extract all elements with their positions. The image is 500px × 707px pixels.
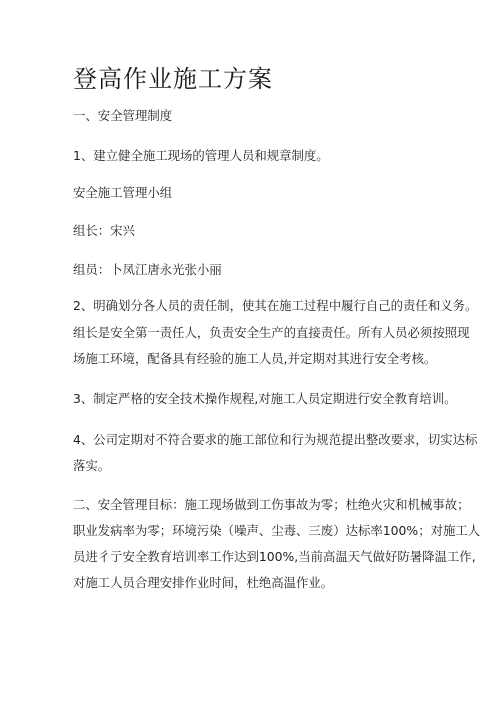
safety-goals-line-2: 职业发病率为零；环境污染（噪声、尘毒、三废）达标率100%；对施工人 <box>73 523 481 538</box>
team-members: 组员：卜凤江唐永光张小丽 <box>73 262 222 277</box>
paragraph-item-4-line-2: 落实。 <box>73 458 111 473</box>
paragraph-item-4-line-1: 4、公司定期对不符合要求的施工部位和行为规范提出整改要求，切实达标 <box>73 432 478 447</box>
safety-goals-line-4: 对施工人员合理安排作业时间，杜绝高温作业。 <box>73 575 334 590</box>
paragraph-item-2-line-1: 2、明确划分各人员的责任制，使其在施工过程中履行自己的责任和义务。 <box>73 298 478 313</box>
document-title: 登高作业施工方案 <box>73 65 273 93</box>
paragraph-item-2-line-3: 场施工环境，配备具有经验的施工人员,并定期对其进行安全考核。 <box>73 351 437 366</box>
paragraph-item-2-line-2: 组长是安全第一责任人，负责安全生产的直接责任。所有人员必须按照现 <box>73 325 470 340</box>
safety-goals-line-3: 员进彳亍安全教育培训率工作达到100%,当前高温天气做好防暑降温工作, <box>73 549 476 564</box>
team-leader: 组长：宋兴 <box>73 223 135 238</box>
section-heading-safety-goals: 二、安全管理目标：施工现场做到工伤事故为零；杜绝火灾和机械事故； <box>73 497 470 512</box>
paragraph-item-3: 3、制定严格的安全技术操作规程,对施工人员定期进行安全教育培训。 <box>73 391 457 406</box>
team-heading: 安全施工管理小组 <box>73 185 173 200</box>
section-heading-safety-system: 一、安全管理制度 <box>73 108 173 123</box>
paragraph-item-1: 1、建立健全施工现场的管理人员和规章制度。 <box>73 148 329 163</box>
